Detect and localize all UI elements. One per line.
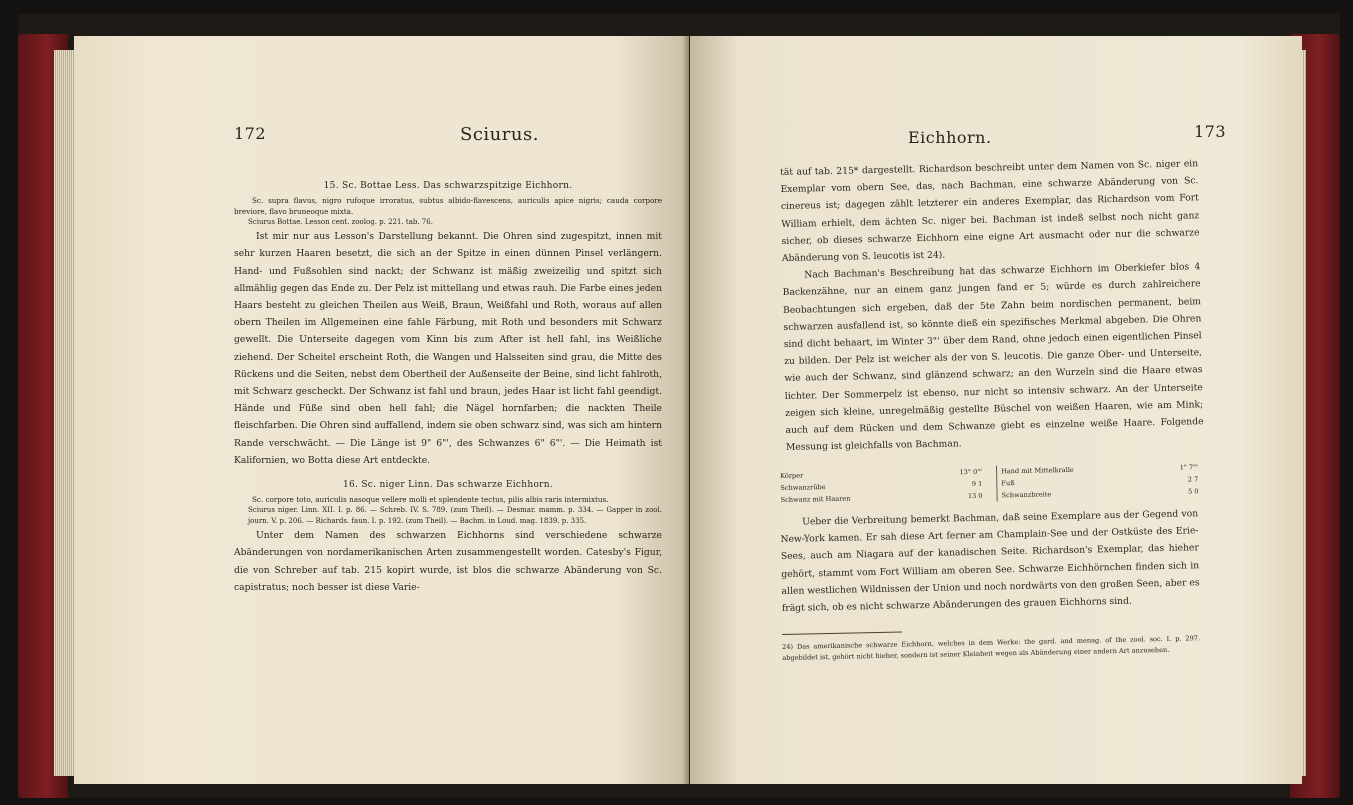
right-paragraph-2: Nach Bachman's Beschreibung hat das schwarze Eichhorn im Oberkiefer blos 4 Backenzähne, nur an einem ganz jungen fand er 5; würde es durch zahlreichere Beobachtungen sich ergeben, daß der 5te Zahn beim nordischen permanent, beim schwarzen ausfallend ist, so könnte dieß ein spezifisches Merkmal abgeben. Die Ohren sind dicht behaart, im Winter 3"' über dem Rand, ohne jedoch einen eigentlichen Pinsel zu bilden. Der Pelz ist weicher als der von S. leucotis. Die ganze Ober- und Unterseite, wie auch der Schwanz, sind glänzend schwarz; an den Wurzeln sind die Haare etwas lichter. Der Sommerpelz ist ebenso, nur nicht so intensiv schwarz. An der Unterseite zeigen sich kleine, unregelmäßig gestellte Büschel von weißen Haaren, wie am Mink; auch auf dem Rücken und dem Schwanze giebt es einzelne weiße Haare. Folgende Messung ist gleichfalls von Bachman.: [782, 261, 1204, 454]
footnote-rule: [782, 631, 902, 635]
section-15-body: Ist mir nur aus Lesson's Darstellung bekannt. Die Ohren sind zugespitzt, innen mit sehr kurzen Haaren besetzt, die sich an der Spitze in einen dünnen Pinsel verlängern. Hand- und Fußsohlen sind nackt; der Schwanz ist mäßig zweizeilig und spitzt sich allmählig gegen das Ende zu. Der Pelz ist mittellang und etwas rauh. Die Farbe eines jeden Haars besteht zu gleichen Theilen aus Weiß, Braun, Weißfahl und Roth, woraus auf allen obern Theilen im Allgemeinen eine fahle Färbung, mit Roth und besonders mit Schwarz gewellt. Die Unterseite dagegen vom Kinn bis zum After ist hell fahl, ins Weißliche ziehend. Der Scheitel erscheint Roth, die Wangen und Halsseiten sind grau, die Mitte des Rückens und die Seiten, nebst dem Obertheil der Außenseite der Beine, sind licht fahlroth, mit Schwarz gescheckt. Der Schwanz ist fahl und braun, jedes Haar ist licht fahl geendigt. Hände und Füße sind oben hell fahl; die Nägel hornfarben; die nackten Theile fleischfarben. Die Ohren sind auffallend, indem sie oben schwarz sind, was sich am hintern Rande verschwächt. — Die Länge ist 9" 6"', des Schwanzes 6" 6"'. — Die Heimath ist Kalifornien, wo Botta diese Art entdeckte.: [234, 231, 662, 466]
right-page: [690, 36, 1302, 784]
section-15-reference: Sciurus Bottae. Lesson cent. zoolog. p. 221. tab. 76.: [248, 218, 433, 227]
measurement-row: Schwanz mit Haaren 13 0: [780, 491, 983, 504]
running-title-left: Sciurus.: [460, 124, 539, 145]
measurement-row: Schwanzbreite 5 0: [1001, 487, 1199, 500]
measurement-row: Schwanzrübe 9 1: [780, 479, 983, 492]
right-page-body-upper: [780, 155, 1204, 456]
measurement-column-right: [996, 461, 1199, 501]
right-paragraph-3: Ueber die Verbreitung bemerkt Bachman, daß seine Exemplare aus der Gegend von New-York kamen. Er sah diese Art ferner am Champlain-See und der Ostküste des Erie-Sees, auch am Niagara auf der kanadischen Seite. Richardson's Exemplar, das hieher gehört, stammt vom Fort William am oberen See. Schwarze Eichhörnchen finden sich in allen westlichen Wildnissen der Union und noch nordwärts von den großen Seen, aber es frägt sich, ob es nicht schwarze Abänderungen des grauen Eichhorns sind.: [780, 508, 1200, 614]
page-number-right: 173: [1194, 122, 1227, 141]
page-edges-left: [54, 50, 76, 776]
measurement-row: Fuß 2 7: [1001, 475, 1199, 488]
left-page-body: [234, 178, 662, 596]
right-page-body-lower: [780, 505, 1200, 617]
open-book: [18, 14, 1340, 798]
section-16-heading: 16. Sc. niger Linn. Das schwarze Eichhorn.: [342, 480, 554, 491]
page-number-left: 172: [234, 124, 267, 143]
right-paragraph-1: tät auf tab. 215* dargestellt. Richardson beschreibt unter dem Namen von Sc. niger ein Exemplar vom obern See, das, nach Bachman, eine schwarze Abänderung von Sc. cinereus ist; dagegen zählt letzterer ein anderes Exemplar, das Richardson vom Fort William erhielt, dem ächten Sc. niger bei. Bachman ist indeß selbst noch nicht ganz sicher, ob dieses schwarze Eichhorn eine eigne Art ausmacht oder nur die schwarze Abänderung von S. leucotis ist 24).: [780, 158, 1200, 264]
left-page: [74, 36, 689, 784]
footnote: 24) Das amerikanische schwarze Eichhorn, welches in dem Werke: the gard. and menag. of the zool. soc. I. p. 297. abgebildet ist, gehört nicht hieher, sondern ist seiner Kleinheit wegen als Abänderung einer andern Art anzusehen.: [782, 634, 1201, 662]
section-15-heading: 15. Sc. Bottae Less. Das schwarzspitzige Eichhorn.: [323, 181, 573, 191]
measurement-table: [780, 461, 1199, 506]
running-title-right: Eichhorn.: [908, 128, 992, 147]
section-16-reference: Sciurus niger. Linn. XII. I. p. 86. — Schreb. IV. S. 789. (zum Theil). — Desmar. mamm. p. 334. — Gapper in zool. journ. V. p. 206. — Richards. faun. I. p. 192. (zum Theil). — Bachm. in Loud. mag. 1839. p. 335.: [248, 506, 662, 526]
section-15-diagnosis: Sc. supra flavus, nigro rufoque irroratus, subtus albido-flavescens, auriculis apice nigris; cauda corpore breviore, flavo bruneoque mixta.: [234, 196, 662, 217]
section-16-diagnosis: Sc. corpore toto, auriculis nasoque vellere molli et splendente tectus, pilis albis raris intermixtus.: [252, 495, 609, 505]
section-16-body: Unter dem Namen des schwarzen Eichhorns sind verschiedene schwarze Abänderungen von nordamerikanischen Arten zusammengestellt worden. Catesby's Figur, die von Schreber auf tab. 215 kopirt wurde, ist blos die schwarze Abänderung von Sc. capistratus; noch besser ist diese Varie-: [234, 530, 662, 593]
measurement-row: Hand mit Mittelkralle 1" 7"': [1000, 463, 1199, 476]
measurement-row: Körper 13" 0"': [780, 467, 983, 480]
measurement-column-left: [780, 466, 983, 506]
